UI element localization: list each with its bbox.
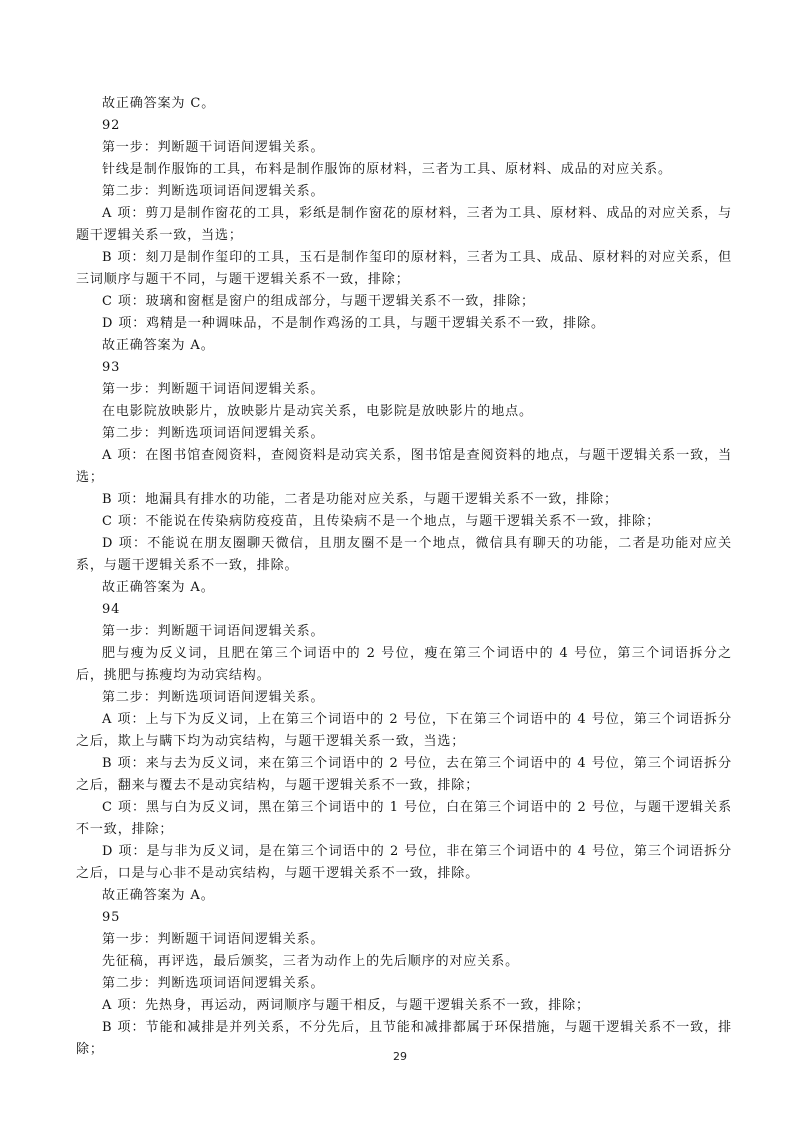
paragraph: 肥与瘦为反义词，且肥在第三个词语中的 2 号位，瘦在第三个词语中的 4 号位，第三个词语拆分之后，挑肥与拣瘦均为动宾结构。 [76, 646, 732, 683]
paragraph: 第二步：判断选项词语间逻辑关系。 [102, 184, 325, 199]
paragraph: C 项：不能说在传染病防疫疫苗，且传染病不是一个地点，与题干逻辑关系不一致，排除； [102, 514, 660, 529]
paragraph: 第二步：判断选项词语间逻辑关系。 [102, 976, 325, 991]
paragraph: B 项：来与去为反义词，来在第三个词语中的 2 号位，去在第三个词语中的 4 号位，第三个词语拆分之后，翻来与覆去不是动宾结构，与题干逻辑关系不一致，排除； [76, 756, 732, 793]
document-body [76, 93, 732, 1061]
paragraph: D 项：鸡精是一种调味品，不是制作鸡汤的工具，与题干逻辑关系不一致，排除。 [102, 316, 605, 331]
paragraph: D 项：不能说在朋友圈聊天微信，且朋友圈不是一个地点，微信具有聊天的功能，二者是功能对应关系，与题干逻辑关系不一致，排除。 [76, 536, 732, 573]
paragraph: C 项：玻璃和窗框是窗户的组成部分，与题干逻辑关系不一致，排除； [102, 294, 535, 309]
paragraph: 故正确答案为 A。 [102, 580, 215, 595]
paragraph: A 项：剪刀是制作窗花的工具，彩纸是制作窗花的原材料，三者为工具、原材料、成品的对应关系，与题干逻辑关系一致，当选； [76, 206, 732, 243]
paragraph: 故正确答案为 A。 [102, 888, 215, 903]
paragraph: A 项：先热身，再运动，两词顺序与题干相反，与题干逻辑关系不一致，排除； [102, 998, 590, 1013]
paragraph: C 项：黑与白为反义词，黑在第三个词语中的 1 号位，白在第三个词语中的 2 号位，与题干逻辑关系不一致，排除； [76, 800, 732, 837]
paragraph: 故正确答案为 A。 [102, 338, 215, 353]
question-number: 95 [102, 910, 121, 925]
paragraph: 第一步：判断题干词语间逻辑关系。 [102, 932, 325, 947]
paragraph: 第一步：判断题干词语间逻辑关系。 [102, 382, 325, 397]
paragraph: 针线是制作服饰的工具，布料是制作服饰的原材料，三者为工具、原材料、成品的对应关系。 [102, 162, 672, 177]
paragraph: 先征稿，再评选，最后颁奖，三者为动作上的先后顺序的对应关系。 [102, 954, 520, 969]
paragraph: 第一步：判断题干词语间逻辑关系。 [102, 140, 325, 155]
paragraph: D 项：是与非为反义词，是在第三个词语中的 2 号位，非在第三个词语中的 4 号位，第三个词语拆分之后，口是与心非不是动宾结构，与题干逻辑关系不一致，排除。 [76, 844, 732, 881]
paragraph: 第一步：判断题干词语间逻辑关系。 [102, 624, 325, 639]
paragraph: 故正确答案为 C。 [102, 96, 216, 111]
question-number: 92 [102, 118, 121, 133]
question-number: 94 [102, 602, 121, 617]
paragraph: A 项：上与下为反义词，上在第三个词语中的 2 号位，下在第三个词语中的 4 号位，第三个词语拆分之后，欺上与瞒下均为动宾结构，与题干逻辑关系一致，当选； [76, 712, 732, 749]
paragraph: A 项：在图书馆查阅资料，查阅资料是动宾关系，图书馆是查阅资料的地点，与题干逻辑关系一致，当选； [76, 448, 732, 485]
page-number: 29 [393, 1050, 407, 1063]
paragraph: 第二步：判断选项词语间逻辑关系。 [102, 690, 325, 705]
question-number: 93 [102, 360, 121, 375]
paragraph: B 项：地漏具有排水的功能，二者是功能对应关系，与题干逻辑关系不一致，排除； [102, 492, 618, 507]
paragraph: B 项：刻刀是制作玺印的工具，玉石是制作玺印的原材料，三者为工具、成品、原材料的对应关系，但三词顺序与题干不同，与题干逻辑关系不一致，排除； [76, 250, 732, 287]
paragraph: 在电影院放映影片，放映影片是动宾关系，电影院是放映影片的地点。 [102, 404, 533, 419]
paragraph: B 项：节能和减排是并列关系，不分先后，且节能和减排都属于环保措施，与题干逻辑关系不一致，排除； [76, 1020, 732, 1057]
paragraph: 第二步：判断选项词语间逻辑关系。 [102, 426, 325, 441]
